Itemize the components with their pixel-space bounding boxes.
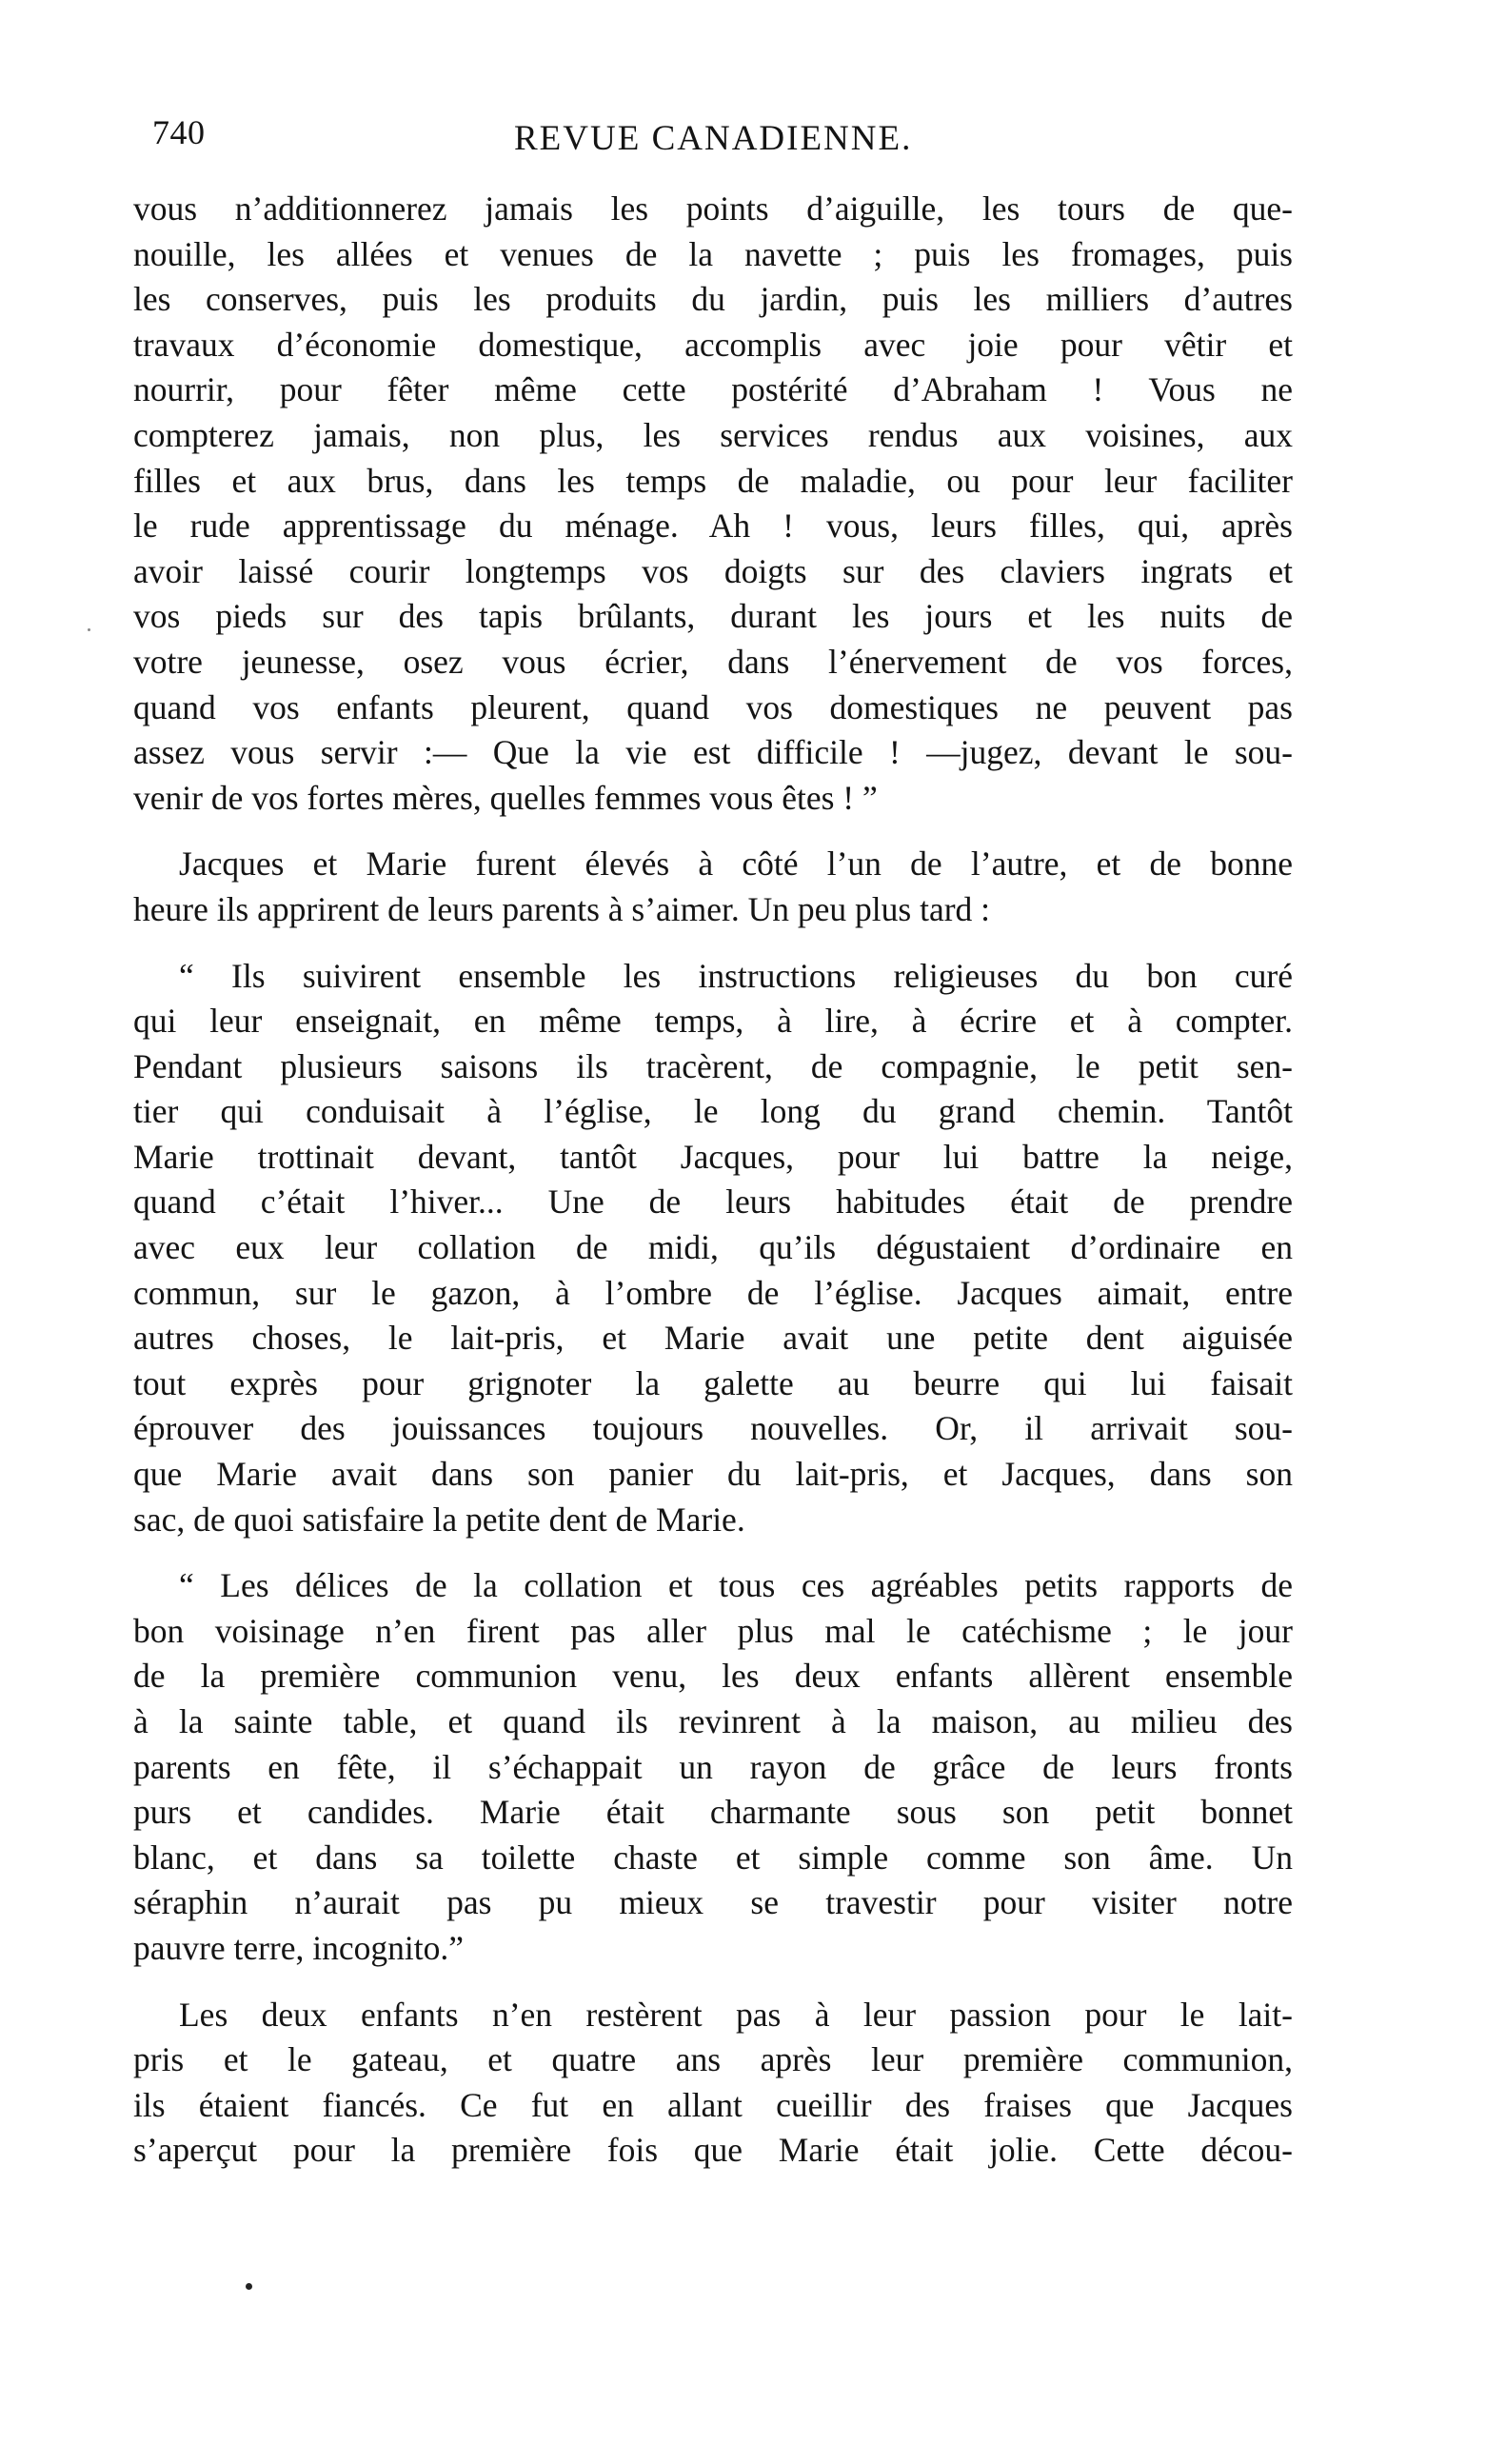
ink-speck <box>246 2283 252 2290</box>
text-line: “ Ils suivirent ensemble les instructions religieuses du bon curé <box>179 956 1293 995</box>
text-line: nouille, les allées et venues de la navette ; puis les fromages, puis <box>133 234 1293 273</box>
text-line: le rude apprentissage du ménage. Ah ! vous, leurs filles, qui, après <box>133 507 1293 546</box>
text-line: Les deux enfants n’en restèrent pas à leur passion pour le lait- <box>179 1995 1293 2034</box>
text-line: votre jeunesse, osez vous écrier, dans l’énervement de vos forces, <box>133 642 1293 681</box>
text-line: commun, sur le gazon, à l’ombre de l’église. Jacques aimait, entre <box>133 1273 1293 1312</box>
text-line: tier qui conduisait à l’église, le long du grand chemin. Tantôt <box>133 1092 1293 1131</box>
text-line: tout exprès pour grignoter la galette au beurre qui lui faisait <box>133 1363 1293 1402</box>
text-line: les conserves, puis les produits du jardin, puis les milliers d’autres <box>133 280 1293 319</box>
running-title: REVUE CANADIENNE. <box>514 119 913 158</box>
paragraph-gap <box>133 1542 1293 1563</box>
page-number: 740 <box>152 113 206 151</box>
text-line: avoir laissé courir longtemps vos doigts sur des claviers ingrats et <box>133 551 1293 590</box>
text-line: quand vos enfants pleurent, quand vos domestiques ne peuvent pas <box>133 687 1293 726</box>
text-line: “ Les délices de la collation et tous ces agréables petits rapports de <box>179 1566 1293 1605</box>
text-line: Marie trottinait devant, tantôt Jacques, pour lui battre la neige, <box>133 1137 1293 1176</box>
paragraph-gap <box>133 933 1293 954</box>
page-header <box>152 112 1276 169</box>
text-line: venir de vos fortes mères, quelles femmes vous êtes ! ” <box>133 778 878 817</box>
text-line: à la sainte table, et quand ils revinrent à la maison, au milieu des <box>133 1702 1293 1740</box>
text-line: éprouver des jouissances toujours nouvelles. Or, il arrivait sou- <box>133 1409 1293 1448</box>
text-line: que Marie avait dans son panier du lait-pris, et Jacques, dans son <box>133 1455 1293 1494</box>
text-line: vos pieds sur des tapis brûlants, durant les jours et les nuits de <box>133 597 1293 636</box>
text-line: pris et le gateau, et quatre ans après leur première communion, <box>133 2040 1293 2079</box>
text-line: s’aperçut pour la première fois que Marie était jolie. Cette décou- <box>133 2131 1293 2170</box>
text-line: nourrir, pour fêter même cette postérité d’Abraham ! Vous ne <box>133 370 1293 409</box>
paragraph <box>133 187 1293 821</box>
text-line: purs et candides. Marie était charmante sous son petit bonnet <box>133 1793 1293 1832</box>
text-line: Pendant plusieurs saisons ils tracèrent, de compagnie, le petit sen- <box>133 1046 1293 1085</box>
text-line: compterez jamais, non plus, les services rendus aux voisines, aux <box>133 415 1293 454</box>
text-line: bon voisinage n’en firent pas aller plus mal le catéchisme ; le jour <box>133 1611 1293 1650</box>
paragraph <box>133 1993 1293 2174</box>
paragraph <box>133 954 1293 1543</box>
text-line: parents en fête, il s’échappait un rayon de grâce de leurs fronts <box>133 1747 1293 1786</box>
text-line: quand c’était l’hiver... Une de leurs habitudes était de prendre <box>133 1182 1293 1222</box>
body-text <box>133 187 1293 2174</box>
text-line: sac, de quoi satisfaire la petite dent de Marie. <box>133 1500 745 1539</box>
text-line: ils étaient fiancés. Ce fut en allant cueillir des fraises que Jacques <box>133 2085 1293 2124</box>
text-line: pauvre terre, incognito.” <box>133 1928 464 1967</box>
text-line: qui leur enseignait, en même temps, à lire, à écrire et à compter. <box>133 1002 1293 1041</box>
text-line: vous n’additionnerez jamais les points d’aiguille, les tours de que- <box>133 189 1293 228</box>
text-line: filles et aux brus, dans les temps de maladie, ou pour leur faciliter <box>133 461 1293 500</box>
text-line: avec eux leur collation de midi, qu’ils dégustaient d’ordinaire en <box>133 1228 1293 1267</box>
ink-speck <box>88 628 90 631</box>
text-line: Jacques et Marie furent élevés à côté l’un de l’autre, et de bonne <box>179 845 1293 884</box>
text-line: autres choses, le lait-pris, et Marie avait une petite dent aiguisée <box>133 1319 1293 1358</box>
text-line: séraphin n’aurait pas pu mieux se travestir pour visiter notre <box>133 1883 1293 1922</box>
paragraph-gap <box>133 1972 1293 1993</box>
text-line: heure ils apprirent de leurs parents à s’aimer. Un peu plus tard : <box>133 889 991 928</box>
paragraph <box>133 1563 1293 1971</box>
paragraph <box>133 842 1293 932</box>
text-line: assez vous servir :— Que la vie est difficile ! —jugez, devant le sou- <box>133 733 1293 772</box>
text-line: travaux d’économie domestique, accomplis avec joie pour vêtir et <box>133 325 1293 364</box>
text-line: de la première communion venu, les deux enfants allèrent ensemble <box>133 1657 1293 1696</box>
text-line: blanc, et dans sa toilette chaste et simple comme son âme. Un <box>133 1838 1293 1877</box>
paragraph-gap <box>133 821 1293 842</box>
